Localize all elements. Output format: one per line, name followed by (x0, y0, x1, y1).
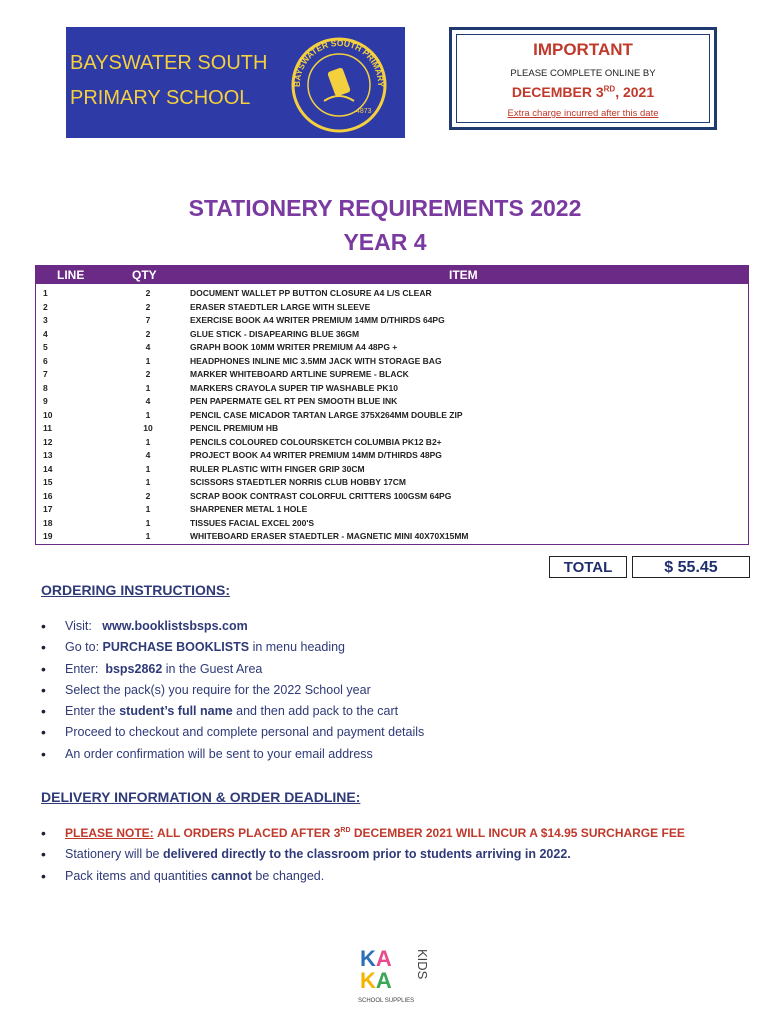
booklist-website-link[interactable]: www.booklistsbsps.com (102, 619, 248, 633)
logo-subtitle: SCHOOL SUPPLIES (358, 998, 415, 1004)
table-row: 18 1 TISSUES FACIAL EXCEL 200'S (43, 517, 315, 528)
list-item: • Enter: bsps2862 in the Guest Area (41, 662, 424, 683)
list-item: • Stationery will be delivered directly to the classroom prior to students arriving in 2022. (41, 847, 685, 868)
column-header-item: ITEM (449, 268, 478, 282)
table-row: 19 1 WHITEBOARD ERASER STAEDTLER - MAGNETIC MINI 40X70X15MM (43, 531, 469, 541)
crest-text: BAYSWATER SOUTH PRIMARY (291, 37, 387, 88)
table-row: 12 1 PENCILS COLOURED COLOURSKETCH COLUMBIA PK12 B2+ (43, 436, 442, 447)
list-item: • An order confirmation will be sent to your email address (41, 747, 424, 768)
total-value: $ 55.45 (632, 556, 750, 578)
ordering-instructions-list (41, 619, 424, 768)
kaka-kids-logo (356, 945, 432, 1007)
table-row: 4 2 GLUE STICK - DISAPEARING BLUE 36GM (43, 328, 360, 339)
requirements-table (35, 284, 749, 545)
list-item: • Go to: PURCHASE BOOKLISTS in menu heading (41, 640, 424, 661)
logo-kids-text: KIDS (415, 949, 430, 980)
logo-letters-bottom: KA (360, 968, 392, 993)
table-row: 2 2 ERASER STAEDTLER LARGE WITH SLEEVE (43, 301, 371, 312)
table-row: 8 1 MARKERS CRAYOLA SUPER TIP WASHABLE PK10 (43, 382, 398, 393)
column-header-line: LINE (57, 268, 85, 282)
table-row: 11 10 PENCIL PREMIUM HB (43, 423, 279, 433)
list-item: • Enter the student’s full name and then add pack to the cart (41, 704, 424, 725)
important-instruction: PLEASE COMPLETE ONLINE BY (510, 68, 656, 79)
important-deadline-date: DECEMBER 3RD, 2021 (511, 84, 655, 100)
page-subtitle: YEAR 4 (343, 229, 427, 255)
crest-number: 4873 (356, 108, 372, 115)
list-item: • Visit: www.booklistsbsps.com (41, 619, 424, 640)
table-row: 7 2 MARKER WHITEBOARD ARTLINE SUPREME - BLACK (43, 369, 409, 379)
table-row: 17 1 SHARPENER METAL 1 HOLE (43, 504, 308, 514)
column-header-qty: QTY (132, 268, 157, 282)
table-row: 15 1 SCISSORS STAEDTLER NORRIS CLUB HOBBY 17CM (43, 477, 406, 487)
logo-letters-top: KA (360, 946, 392, 971)
table-row: 9 4 PEN PAPERMATE GEL RT PEN SMOOTH BLUE INK (43, 396, 398, 406)
table-row: 5 4 GRAPH BOOK 10MM WRITER PREMIUM A4 48PG + (43, 342, 398, 352)
important-title: IMPORTANT (533, 40, 633, 59)
school-name-line1: BAYSWATER SOUTH (70, 52, 268, 74)
page-title: STATIONERY REQUIREMENTS 2022 (188, 195, 582, 221)
table-row: 16 2 SCRAP BOOK CONTRAST COLORFUL CRITTERS 100GSM 64PG (43, 490, 452, 501)
list-item: • Pack items and quantities cannot be changed. (41, 869, 685, 890)
list-item: • PLEASE NOTE: ALL ORDERS PLACED AFTER 3RD DECEMBER 2021 WILL INCUR A $14.95 SURCHARGE FEE (41, 826, 685, 847)
delivery-information-heading: DELIVERY INFORMATION & ORDER DEADLINE: (41, 789, 361, 805)
important-extra-charge: Extra charge incurred after this date (507, 108, 659, 119)
table-row: 13 4 PROJECT BOOK A4 WRITER PREMIUM 14MM D/THIRDS 48PG (43, 450, 442, 460)
table-row: 3 7 EXERCISE BOOK A4 WRITER PREMIUM 14MM D/THIRDS 64PG (43, 315, 445, 325)
table-row: 6 1 HEADPHONES INLINE MIC 3.5MM JACK WITH STORAGE BAG (43, 355, 442, 366)
ordering-instructions-heading: ORDERING INSTRUCTIONS: (41, 582, 230, 598)
table-row: 10 1 PENCIL CASE MICADOR TARTAN LARGE 375X264MM DOUBLE ZIP (43, 409, 463, 420)
school-banner (66, 27, 405, 138)
delivery-information-list (41, 826, 685, 890)
table-row: 14 1 RULER PLASTIC WITH FINGER GRIP 30CM (43, 463, 365, 474)
list-item: • Select the pack(s) you require for the 2022 School year (41, 683, 424, 704)
list-item: • Proceed to checkout and complete personal and payment details (41, 725, 424, 746)
table-header (35, 265, 749, 284)
table-row: 1 2 DOCUMENT WALLET PP BUTTON CLOSURE A4 L/S CLEAR (43, 288, 432, 298)
school-name-line2: PRIMARY SCHOOL (70, 87, 251, 109)
school-crest-logo (286, 31, 392, 135)
important-notice-box (449, 27, 717, 130)
total-label: TOTAL (549, 556, 627, 578)
